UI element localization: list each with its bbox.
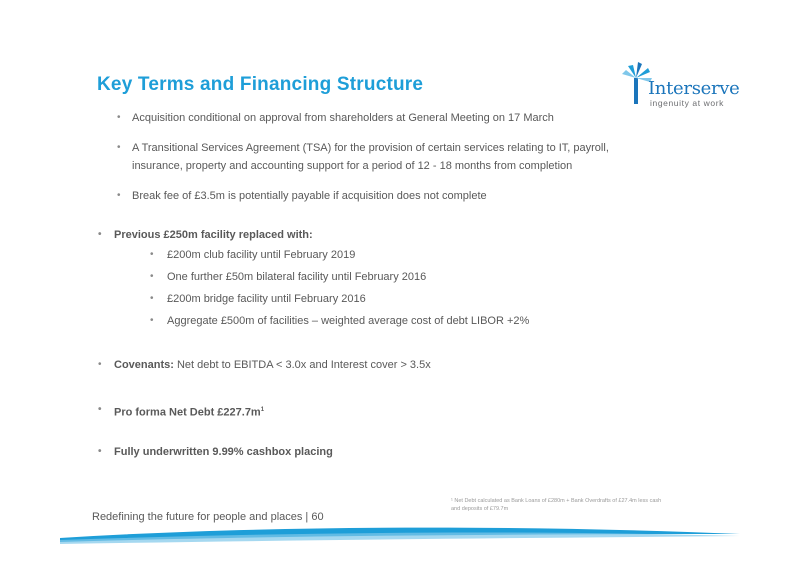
net-debt-item: • Pro forma Net Debt $£227.7m^1$ (114, 401, 264, 422)
bullet-text: Break fee of £3.5m is potentially payable if acquisition does not complete (132, 190, 487, 202)
bullet-dot: • (150, 249, 154, 260)
bullet-dot: • (117, 142, 121, 153)
bullet-dot: • (98, 229, 102, 240)
facility-item: • Aggregate £500m of facilities – weighted average cost of debt LIBOR +2% (167, 312, 529, 330)
logo-tagline: ingenuity at work (650, 98, 724, 108)
facility-item: • £200m club facility until February 2019 (167, 246, 355, 264)
covenants-item (98, 356, 431, 374)
slide-footer: Redefining the future for people and places | 60 (92, 511, 324, 523)
bullet-item (117, 187, 487, 205)
covenants-text: Net debt to EBITDA < 3.0x and Interest cover > 3.5x (173, 359, 431, 371)
footnote-marker: 1 (260, 407, 265, 413)
bullet-item (117, 139, 609, 157)
logo-wordmark: Interserve (648, 78, 740, 99)
footnote: ¹ Net Debt calculated as Bank Loans of £280m + Bank Overdrafts of £27.4m less cash and deposits of £79.7m (451, 498, 662, 512)
bullet-text-continuation: insurance, property and accounting support for a period of 12 - 18 months from completion (132, 160, 573, 172)
placing-item: • Fully underwritten 9.99% cashbox placing (114, 443, 333, 461)
bullet-item (117, 109, 554, 127)
slide-title: Key Terms and Financing Structure (97, 74, 424, 95)
bullet-dot: • (117, 190, 121, 201)
covenants-label: Covenants: (114, 359, 174, 371)
facility-item: • One further £50m bilateral facility until February 2016 (167, 268, 426, 286)
facility-item: • £200m bridge facility until February 2016 (167, 290, 366, 308)
bullet-text: Acquisition conditional on approval from shareholders at General Meeting on 17 March (132, 112, 554, 124)
footer-wave-decoration (0, 520, 800, 550)
bullet-text: A Transitional Services Agreement (TSA) for the provision of certain services relating to IT, payroll, (132, 142, 609, 154)
facility-heading: • Previous £250m facility replaced with: (114, 226, 313, 244)
bullet-dot: • (150, 293, 154, 304)
bullet-dot: • (98, 404, 102, 415)
bullet-dot: • (150, 315, 154, 326)
bullet-dot: • (117, 112, 121, 123)
bullet-dot: • (98, 359, 102, 370)
bullet-dot: • (98, 446, 102, 457)
bullet-dot: • (150, 271, 154, 282)
